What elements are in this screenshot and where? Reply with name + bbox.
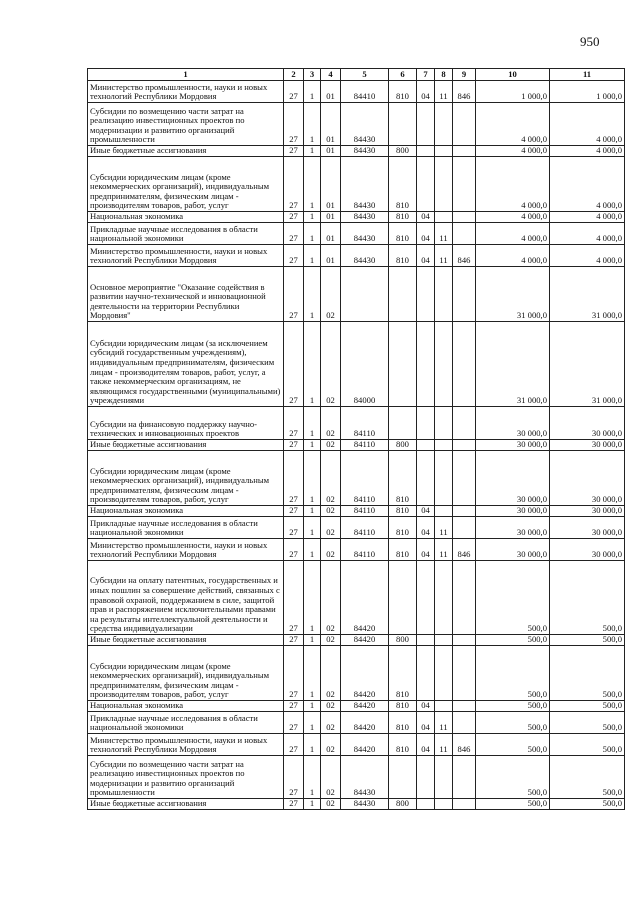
row-cell-c3: 1	[304, 756, 321, 799]
row-cell-c2: 27	[284, 561, 304, 635]
header-cell: 5	[341, 69, 389, 81]
row-cell-c3: 1	[304, 799, 321, 810]
row-name-cell: Прикладные научные исследования в области национальной экономики	[88, 712, 284, 734]
row-cell-c6: 810	[389, 245, 417, 267]
row-cell-c3: 1	[304, 407, 321, 440]
table-row	[88, 734, 625, 756]
row-name-cell: Министерство промышленности, науки и новых технологий Республики Мордовия	[88, 539, 284, 561]
page-number: 950	[580, 34, 600, 49]
row-cell-c6: 810	[389, 81, 417, 103]
row-cell-c5: 84110	[341, 407, 389, 440]
row-cell-c4: 02	[321, 407, 341, 440]
row-cell-c8	[435, 701, 453, 712]
row-cell-c11: 30 000,0	[550, 506, 625, 517]
row-cell-c10: 1 000,0	[476, 81, 550, 103]
row-cell-c3: 1	[304, 81, 321, 103]
row-cell-c9: 846	[453, 539, 476, 561]
row-cell-c8	[435, 103, 453, 146]
header-cell: 1	[88, 69, 284, 81]
row-cell-c10: 500,0	[476, 646, 550, 701]
row-cell-c8	[435, 506, 453, 517]
row-cell-c6: 810	[389, 539, 417, 561]
row-cell-c4: 01	[321, 81, 341, 103]
row-cell-c8: 11	[435, 245, 453, 267]
row-cell-c11: 4 000,0	[550, 245, 625, 267]
table-row	[88, 223, 625, 245]
row-cell-c7: 04	[417, 701, 435, 712]
row-cell-c2: 27	[284, 157, 304, 212]
row-cell-c5: 84420	[341, 561, 389, 635]
row-cell-c11: 500,0	[550, 701, 625, 712]
row-cell-c6: 810	[389, 701, 417, 712]
row-cell-c6	[389, 103, 417, 146]
row-cell-c6: 810	[389, 646, 417, 701]
row-cell-c3: 1	[304, 103, 321, 146]
row-cell-c4: 02	[321, 267, 341, 322]
row-cell-c9	[453, 517, 476, 539]
row-cell-c11: 4 000,0	[550, 223, 625, 245]
row-cell-c10: 500,0	[476, 734, 550, 756]
row-cell-c5: 84420	[341, 701, 389, 712]
row-cell-c3: 1	[304, 517, 321, 539]
row-cell-c7	[417, 440, 435, 451]
row-cell-c11: 500,0	[550, 635, 625, 646]
table-row	[88, 701, 625, 712]
row-cell-c3: 1	[304, 267, 321, 322]
row-cell-c5: 84430	[341, 245, 389, 267]
row-cell-c2: 27	[284, 734, 304, 756]
row-name-cell: Субсидии юридическим лицам (кроме некоммерческих организаций), индивидуальным предпринимателям, физическим лицам - производителям товаров, работ, услуг	[88, 157, 284, 212]
row-cell-c10: 30 000,0	[476, 451, 550, 506]
row-cell-c4: 01	[321, 103, 341, 146]
row-cell-c5: 84430	[341, 146, 389, 157]
table-row	[88, 103, 625, 146]
row-cell-c3: 1	[304, 440, 321, 451]
row-cell-c5: 84110	[341, 539, 389, 561]
row-cell-c3: 1	[304, 561, 321, 635]
table-row	[88, 635, 625, 646]
row-cell-c2: 27	[284, 245, 304, 267]
row-cell-c6: 810	[389, 734, 417, 756]
row-cell-c10: 30 000,0	[476, 440, 550, 451]
row-cell-c9	[453, 701, 476, 712]
row-cell-c5: 84410	[341, 81, 389, 103]
row-cell-c3: 1	[304, 506, 321, 517]
row-cell-c11: 4 000,0	[550, 146, 625, 157]
row-cell-c8: 11	[435, 734, 453, 756]
row-name-cell: Прикладные научные исследования в области национальной экономики	[88, 223, 284, 245]
header-cell: 3	[304, 69, 321, 81]
row-cell-c11: 500,0	[550, 561, 625, 635]
row-cell-c4: 02	[321, 322, 341, 407]
row-cell-c9	[453, 212, 476, 223]
row-cell-c11: 500,0	[550, 734, 625, 756]
row-cell-c7	[417, 146, 435, 157]
row-cell-c6: 800	[389, 146, 417, 157]
row-cell-c2: 27	[284, 712, 304, 734]
row-cell-c11: 31 000,0	[550, 267, 625, 322]
row-cell-c9	[453, 451, 476, 506]
row-cell-c4: 02	[321, 646, 341, 701]
row-cell-c3: 1	[304, 451, 321, 506]
row-cell-c4: 02	[321, 440, 341, 451]
row-cell-c11: 500,0	[550, 712, 625, 734]
row-cell-c8	[435, 267, 453, 322]
table-row	[88, 267, 625, 322]
row-cell-c8: 11	[435, 539, 453, 561]
row-cell-c2: 27	[284, 212, 304, 223]
row-cell-c3: 1	[304, 157, 321, 212]
header-cell: 6	[389, 69, 417, 81]
row-cell-c3: 1	[304, 223, 321, 245]
row-cell-c10: 30 000,0	[476, 539, 550, 561]
row-cell-c4: 02	[321, 539, 341, 561]
row-cell-c3: 1	[304, 322, 321, 407]
row-cell-c7: 04	[417, 212, 435, 223]
row-name-cell: Министерство промышленности, науки и новых технологий Республики Мордовия	[88, 81, 284, 103]
row-cell-c5: 84000	[341, 322, 389, 407]
row-cell-c9	[453, 157, 476, 212]
row-name-cell: Национальная экономика	[88, 212, 284, 223]
row-cell-c5: 84420	[341, 734, 389, 756]
row-cell-c3: 1	[304, 646, 321, 701]
row-cell-c5: 84430	[341, 223, 389, 245]
header-cell: 8	[435, 69, 453, 81]
row-cell-c8: 11	[435, 517, 453, 539]
row-cell-c6: 810	[389, 517, 417, 539]
row-cell-c6	[389, 756, 417, 799]
row-name-cell: Субсидии юридическим лицам (за исключением субсидий государственным учреждениям), индивидуальным предпринимателям, физическим лицам - производителям товаров, работ, услуг, а также некоммерческим организациям, не являющимся государственными (муниципальными) учреждениями	[88, 322, 284, 407]
row-cell-c4: 02	[321, 506, 341, 517]
header-cell: 2	[284, 69, 304, 81]
row-cell-c11: 1 000,0	[550, 81, 625, 103]
table-row	[88, 146, 625, 157]
row-cell-c2: 27	[284, 440, 304, 451]
row-cell-c5: 84110	[341, 506, 389, 517]
row-cell-c9: 846	[453, 245, 476, 267]
row-cell-c10: 500,0	[476, 635, 550, 646]
row-cell-c6	[389, 322, 417, 407]
row-cell-c6: 800	[389, 440, 417, 451]
row-cell-c8	[435, 635, 453, 646]
budget-table	[87, 68, 625, 810]
row-cell-c6: 810	[389, 212, 417, 223]
table-row	[88, 322, 625, 407]
row-name-cell: Национальная экономика	[88, 701, 284, 712]
row-cell-c4: 02	[321, 561, 341, 635]
row-cell-c5: 84420	[341, 646, 389, 701]
row-cell-c4: 01	[321, 245, 341, 267]
row-cell-c10: 4 000,0	[476, 157, 550, 212]
row-cell-c9	[453, 267, 476, 322]
row-cell-c7	[417, 799, 435, 810]
header-cell: 9	[453, 69, 476, 81]
row-name-cell: Иные бюджетные ассигнования	[88, 146, 284, 157]
row-cell-c3: 1	[304, 539, 321, 561]
row-cell-c2: 27	[284, 146, 304, 157]
row-cell-c4: 01	[321, 157, 341, 212]
row-cell-c9	[453, 506, 476, 517]
row-cell-c6: 810	[389, 451, 417, 506]
row-cell-c5: 84430	[341, 212, 389, 223]
row-cell-c3: 1	[304, 734, 321, 756]
row-cell-c6	[389, 407, 417, 440]
row-cell-c10: 500,0	[476, 712, 550, 734]
row-cell-c2: 27	[284, 635, 304, 646]
row-cell-c7	[417, 561, 435, 635]
row-cell-c7	[417, 103, 435, 146]
row-name-cell: Министерство промышленности, науки и новых технологий Республики Мордовия	[88, 245, 284, 267]
row-cell-c8	[435, 451, 453, 506]
row-cell-c9	[453, 646, 476, 701]
row-cell-c5: 84430	[341, 157, 389, 212]
row-cell-c4: 02	[321, 734, 341, 756]
row-cell-c2: 27	[284, 646, 304, 701]
row-cell-c11: 4 000,0	[550, 103, 625, 146]
table-header-row	[88, 69, 625, 81]
row-cell-c3: 1	[304, 212, 321, 223]
row-name-cell: Субсидии юридическим лицам (кроме некоммерческих организаций), индивидуальным предпринимателям, физическим лицам - производителям товаров, работ, услуг	[88, 451, 284, 506]
row-cell-c2: 27	[284, 506, 304, 517]
row-cell-c7: 04	[417, 712, 435, 734]
row-cell-c11: 500,0	[550, 646, 625, 701]
row-cell-c5: 84420	[341, 635, 389, 646]
row-cell-c7: 04	[417, 517, 435, 539]
row-name-cell: Иные бюджетные ассигнования	[88, 635, 284, 646]
table-row	[88, 440, 625, 451]
row-cell-c3: 1	[304, 146, 321, 157]
row-cell-c4: 02	[321, 712, 341, 734]
row-cell-c11: 30 000,0	[550, 517, 625, 539]
row-cell-c10: 30 000,0	[476, 517, 550, 539]
table-row	[88, 81, 625, 103]
row-cell-c5: 84430	[341, 799, 389, 810]
row-cell-c5: 84430	[341, 756, 389, 799]
row-cell-c8	[435, 322, 453, 407]
row-cell-c10: 31 000,0	[476, 322, 550, 407]
row-cell-c7	[417, 635, 435, 646]
row-cell-c4: 02	[321, 756, 341, 799]
table-row	[88, 799, 625, 810]
row-cell-c3: 1	[304, 635, 321, 646]
row-cell-c10: 4 000,0	[476, 212, 550, 223]
row-name-cell: Иные бюджетные ассигнования	[88, 799, 284, 810]
row-cell-c8	[435, 440, 453, 451]
row-cell-c4: 02	[321, 799, 341, 810]
row-cell-c10: 4 000,0	[476, 103, 550, 146]
row-cell-c11: 500,0	[550, 799, 625, 810]
row-cell-c8	[435, 646, 453, 701]
row-cell-c11: 30 000,0	[550, 539, 625, 561]
row-cell-c2: 27	[284, 407, 304, 440]
row-cell-c7	[417, 646, 435, 701]
row-cell-c6: 800	[389, 635, 417, 646]
row-name-cell: Субсидии по возмещению части затрат на реализацию инвестиционных проектов по модернизации и развитию организаций промышленности	[88, 103, 284, 146]
header-cell: 4	[321, 69, 341, 81]
row-cell-c9	[453, 322, 476, 407]
row-cell-c11: 31 000,0	[550, 322, 625, 407]
row-cell-c11: 4 000,0	[550, 157, 625, 212]
row-cell-c10: 500,0	[476, 756, 550, 799]
row-cell-c4: 02	[321, 701, 341, 712]
row-cell-c6: 810	[389, 223, 417, 245]
row-cell-c10: 4 000,0	[476, 223, 550, 245]
table-body	[88, 81, 625, 810]
table-row	[88, 517, 625, 539]
row-cell-c4: 02	[321, 635, 341, 646]
row-cell-c2: 27	[284, 701, 304, 712]
row-name-cell: Иные бюджетные ассигнования	[88, 440, 284, 451]
row-cell-c11: 30 000,0	[550, 451, 625, 506]
table-row	[88, 157, 625, 212]
row-cell-c5: 84430	[341, 103, 389, 146]
row-cell-c10: 500,0	[476, 561, 550, 635]
row-cell-c6: 800	[389, 799, 417, 810]
row-cell-c6: 810	[389, 157, 417, 212]
table-row	[88, 212, 625, 223]
row-cell-c2: 27	[284, 267, 304, 322]
row-cell-c9	[453, 440, 476, 451]
row-cell-c6	[389, 267, 417, 322]
row-cell-c9	[453, 407, 476, 440]
table-row	[88, 561, 625, 635]
row-cell-c9	[453, 635, 476, 646]
row-cell-c2: 27	[284, 81, 304, 103]
row-cell-c4: 01	[321, 146, 341, 157]
row-cell-c6: 810	[389, 712, 417, 734]
row-cell-c7	[417, 407, 435, 440]
row-cell-c11: 30 000,0	[550, 407, 625, 440]
row-cell-c9	[453, 146, 476, 157]
row-cell-c6	[389, 561, 417, 635]
row-cell-c9	[453, 756, 476, 799]
row-cell-c9	[453, 103, 476, 146]
row-cell-c4: 01	[321, 212, 341, 223]
row-name-cell: Субсидии на финансовую поддержку научно-технических и инновационных проектов	[88, 407, 284, 440]
row-cell-c4: 02	[321, 451, 341, 506]
row-cell-c7	[417, 451, 435, 506]
table-row	[88, 506, 625, 517]
header-cell: 11	[550, 69, 625, 81]
row-cell-c8	[435, 212, 453, 223]
row-cell-c10: 4 000,0	[476, 146, 550, 157]
row-cell-c7: 04	[417, 539, 435, 561]
row-name-cell: Министерство промышленности, науки и новых технологий Республики Мордовия	[88, 734, 284, 756]
row-cell-c4: 01	[321, 223, 341, 245]
row-cell-c5: 84110	[341, 517, 389, 539]
row-cell-c8	[435, 407, 453, 440]
row-name-cell: Прикладные научные исследования в области национальной экономики	[88, 517, 284, 539]
row-cell-c8	[435, 756, 453, 799]
row-name-cell: Национальная экономика	[88, 506, 284, 517]
row-cell-c5: 84110	[341, 440, 389, 451]
row-cell-c2: 27	[284, 756, 304, 799]
row-cell-c7: 04	[417, 81, 435, 103]
row-name-cell: Субсидии юридическим лицам (кроме некоммерческих организаций), индивидуальным предпринимателям, физическим лицам - производителям товаров, работ, услуг	[88, 646, 284, 701]
row-cell-c9: 846	[453, 81, 476, 103]
row-cell-c2: 27	[284, 103, 304, 146]
row-cell-c9	[453, 712, 476, 734]
row-cell-c10: 4 000,0	[476, 245, 550, 267]
row-cell-c8: 11	[435, 81, 453, 103]
row-cell-c7	[417, 322, 435, 407]
row-name-cell: Субсидии по возмещению части затрат на реализацию инвестиционных проектов по модернизации и развитию организаций промышленности	[88, 756, 284, 799]
row-cell-c11: 4 000,0	[550, 212, 625, 223]
row-cell-c5: 84420	[341, 712, 389, 734]
row-cell-c7: 04	[417, 245, 435, 267]
row-cell-c2: 27	[284, 322, 304, 407]
row-cell-c10: 500,0	[476, 799, 550, 810]
table-row	[88, 712, 625, 734]
row-cell-c9	[453, 223, 476, 245]
row-cell-c8	[435, 146, 453, 157]
row-cell-c10: 30 000,0	[476, 407, 550, 440]
row-cell-c5: 84110	[341, 451, 389, 506]
table-row	[88, 407, 625, 440]
table-row	[88, 756, 625, 799]
row-cell-c8	[435, 561, 453, 635]
row-cell-c2: 27	[284, 223, 304, 245]
row-cell-c10: 500,0	[476, 701, 550, 712]
row-cell-c8	[435, 799, 453, 810]
row-cell-c7: 04	[417, 506, 435, 517]
row-cell-c7: 04	[417, 734, 435, 756]
row-cell-c2: 27	[284, 451, 304, 506]
table-row	[88, 245, 625, 267]
row-cell-c9: 846	[453, 734, 476, 756]
row-cell-c6: 810	[389, 506, 417, 517]
row-name-cell: Субсидии на оплату патентных, государственных и иных пошлин за совершение действий, связанных с правовой охраной, поддержанием в силе, защитой прав и распоряжением исключительными правами на результаты интеллектуальной деятельности и средства индивидуализации	[88, 561, 284, 635]
header-cell: 10	[476, 69, 550, 81]
row-cell-c11: 500,0	[550, 756, 625, 799]
row-cell-c5	[341, 267, 389, 322]
row-cell-c7	[417, 756, 435, 799]
row-cell-c3: 1	[304, 245, 321, 267]
table-row	[88, 451, 625, 506]
row-cell-c3: 1	[304, 701, 321, 712]
row-cell-c8: 11	[435, 223, 453, 245]
row-name-cell: Основное мероприятие "Оказание содействия в развитии научно-технической и инновационной деятельности на территории Республики Мордовия"	[88, 267, 284, 322]
row-cell-c9	[453, 561, 476, 635]
row-cell-c10: 31 000,0	[476, 267, 550, 322]
header-cell: 7	[417, 69, 435, 81]
row-cell-c7	[417, 267, 435, 322]
row-cell-c11: 30 000,0	[550, 440, 625, 451]
row-cell-c9	[453, 799, 476, 810]
row-cell-c7	[417, 157, 435, 212]
row-cell-c10: 30 000,0	[476, 506, 550, 517]
row-cell-c2: 27	[284, 799, 304, 810]
row-cell-c8: 11	[435, 712, 453, 734]
row-cell-c7: 04	[417, 223, 435, 245]
table-row	[88, 539, 625, 561]
row-cell-c3: 1	[304, 712, 321, 734]
table-row	[88, 646, 625, 701]
row-cell-c4: 02	[321, 517, 341, 539]
row-cell-c2: 27	[284, 517, 304, 539]
row-cell-c8	[435, 157, 453, 212]
row-cell-c2: 27	[284, 539, 304, 561]
